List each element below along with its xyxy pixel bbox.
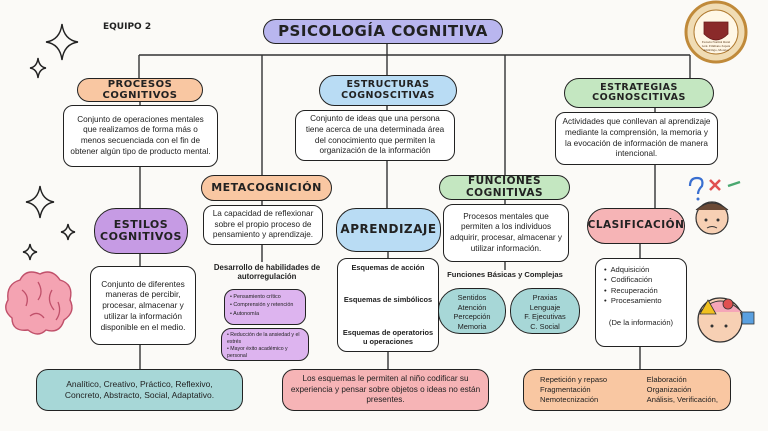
list-b-item: • Mayor éxito académico y personal	[227, 346, 288, 360]
schema-simbolicos: Esquemas de simbólicos	[343, 295, 433, 305]
estructuras-title-line1: ESTRUCTURAS	[346, 79, 430, 91]
metacognicion-description: La capacidad de reflexionar sobre el propio proceso de pensamiento y aprendizaje.	[203, 205, 323, 245]
clasificacion-item-text: Procesamiento	[610, 295, 662, 305]
estructuras-title-line2: COGNOSCITIVAS	[341, 89, 435, 101]
estrategias-title-line1: ESTRATEGIAS	[600, 81, 678, 93]
estilos-title-line2: COGNITIVOS	[100, 230, 182, 243]
funciones-complejas	[510, 288, 580, 334]
metacognicion-list-a	[224, 289, 306, 325]
list-a-item-text: Comprensión y retención	[233, 302, 294, 309]
strategy-item: Análisis, Verificación,	[646, 394, 718, 404]
basica-item: Memoria	[457, 321, 487, 331]
clasificacion-list	[595, 258, 687, 347]
clasificacion-item: • Procesamiento	[604, 295, 662, 305]
svg-text:Escuela Normal Rural: Escuela Normal Rural	[701, 40, 731, 44]
brain-icon	[6, 272, 72, 334]
clasificacion-item-text: Codificación	[610, 275, 653, 285]
procesos-title: PROCESOS COGNITIVOS	[77, 78, 203, 102]
estructuras-title	[319, 75, 457, 106]
basica-item: Percepción	[453, 312, 491, 322]
compleja-item: F. Ejecutivas	[524, 312, 566, 322]
compleja-item: Praxias	[532, 293, 558, 302]
clasificacion-item: • Adquisición	[604, 265, 650, 274]
schema-accion: Esquemas de acción	[351, 263, 425, 272]
procesos-description: Conjunto de operaciones mentales que realizamos de forma más o menos secuenciada con el fin de obtener algún tipo de producto mental.	[63, 105, 218, 167]
list-b-item-text: Reducción de la ansiedad y el estrés	[227, 332, 300, 346]
svg-text:Amilcingo, Morelos: Amilcingo, Morelos	[703, 48, 729, 52]
estilos-title-line1: ESTILOS	[113, 217, 169, 231]
estilos-title	[94, 208, 188, 254]
main-title: PSICOLOGÍA COGNITIVA	[263, 19, 503, 44]
list-a-item: • Comprensión y retención	[230, 302, 294, 309]
estilos-examples-line1: Analítico, Creativo, Práctico, Reflexivo,	[66, 378, 213, 389]
metacognicion-subheading: Desarrollo de habilidades de autorregulación	[213, 263, 321, 282]
metacognicion-list-b	[221, 328, 309, 361]
list-a-item: • Autonomía	[230, 310, 260, 317]
clasificacion-note: (De la información)	[608, 318, 674, 327]
strategy-item: Organización	[646, 384, 692, 394]
list-b-item: • Reducción de la ansiedad y el estrés	[227, 332, 300, 346]
confused-head-icon	[690, 178, 740, 234]
estilos-examples-line2: Concreto, Abstracto, Social, Adaptativo.	[64, 390, 215, 400]
list-b-item-text: Mayor éxito académico y personal	[227, 346, 288, 360]
list-a-item: • Pensamiento crítico	[230, 294, 281, 300]
list-a-item-text: Autonomía	[233, 310, 260, 317]
strategy-item: Fragmentación	[540, 384, 591, 394]
estructuras-description: Conjunto de ideas que una persona tiene acerca de una determinada área del conocimiento que permiten la organización de la información	[295, 110, 455, 161]
funciones-subheading: Funciones Básicas y Complejas	[447, 270, 563, 279]
clasificacion-item: • Codificación	[604, 275, 653, 285]
clasificacion-title: CLASIFICACIÓN	[587, 208, 685, 244]
compleja-item: Lenguaje	[529, 302, 561, 312]
estilos-examples	[36, 369, 243, 411]
strategy-item: Elaboración	[646, 375, 687, 384]
clasificacion-bottom-col1	[540, 375, 607, 410]
team-label: EQUIPO 2	[103, 22, 152, 32]
funciones-description: Procesos mentales que permiten a los individuos adquirir, procesar, almacenar y utilizar información.	[443, 204, 569, 262]
aprendizaje-schemas	[337, 258, 439, 352]
strategy-item: Nemotecnización	[540, 394, 599, 404]
thinking-head-icon	[698, 298, 754, 342]
clasificacion-bottom	[523, 369, 731, 411]
basica-item: Sentidos	[457, 293, 487, 302]
svg-text:Gral. Emiliano Zapata: Gral. Emiliano Zapata	[701, 44, 731, 48]
list-a-item-text: Pensamiento crítico	[233, 294, 281, 300]
funciones-title: FUNCIONES COGNITIVAS	[439, 175, 570, 200]
clasificacion-item-text: Recuperación	[610, 285, 658, 295]
clasificacion-bottom-col2	[647, 375, 718, 410]
basica-item: Atención	[457, 302, 487, 312]
aprendizaje-title: APRENDIZAJE	[336, 208, 441, 252]
estrategias-title	[564, 78, 714, 108]
school-seal-logo	[686, 2, 746, 62]
funciones-basicas	[438, 288, 506, 334]
clasificacion-item-text: Adquisición	[610, 265, 650, 274]
clasificacion-item: • Recuperación	[604, 285, 658, 295]
estrategias-title-line2: COGNOSCITIVAS	[592, 92, 686, 103]
compleja-item: C. Social	[530, 321, 560, 331]
estilos-description: Conjunto de diferentes maneras de percibir, procesar, almacenar y utilizar la información disponible en el medio.	[90, 266, 196, 345]
metacognicion-title: METACOGNICIÓN	[201, 175, 332, 201]
estrategias-description: Actividades que conllevan al aprendizaje mediante la comprensión, la memoria y la evocación de información de manera intencional.	[555, 112, 718, 165]
schema-operatorios: Esquemas de operatorios u operaciones	[342, 327, 434, 347]
strategy-item: Repetición y repaso	[540, 375, 608, 384]
aprendizaje-bottom: Los esquemas le permiten al niño codificar su experiencia y pensar sobre objetos o ideas no están presentes.	[282, 369, 489, 411]
